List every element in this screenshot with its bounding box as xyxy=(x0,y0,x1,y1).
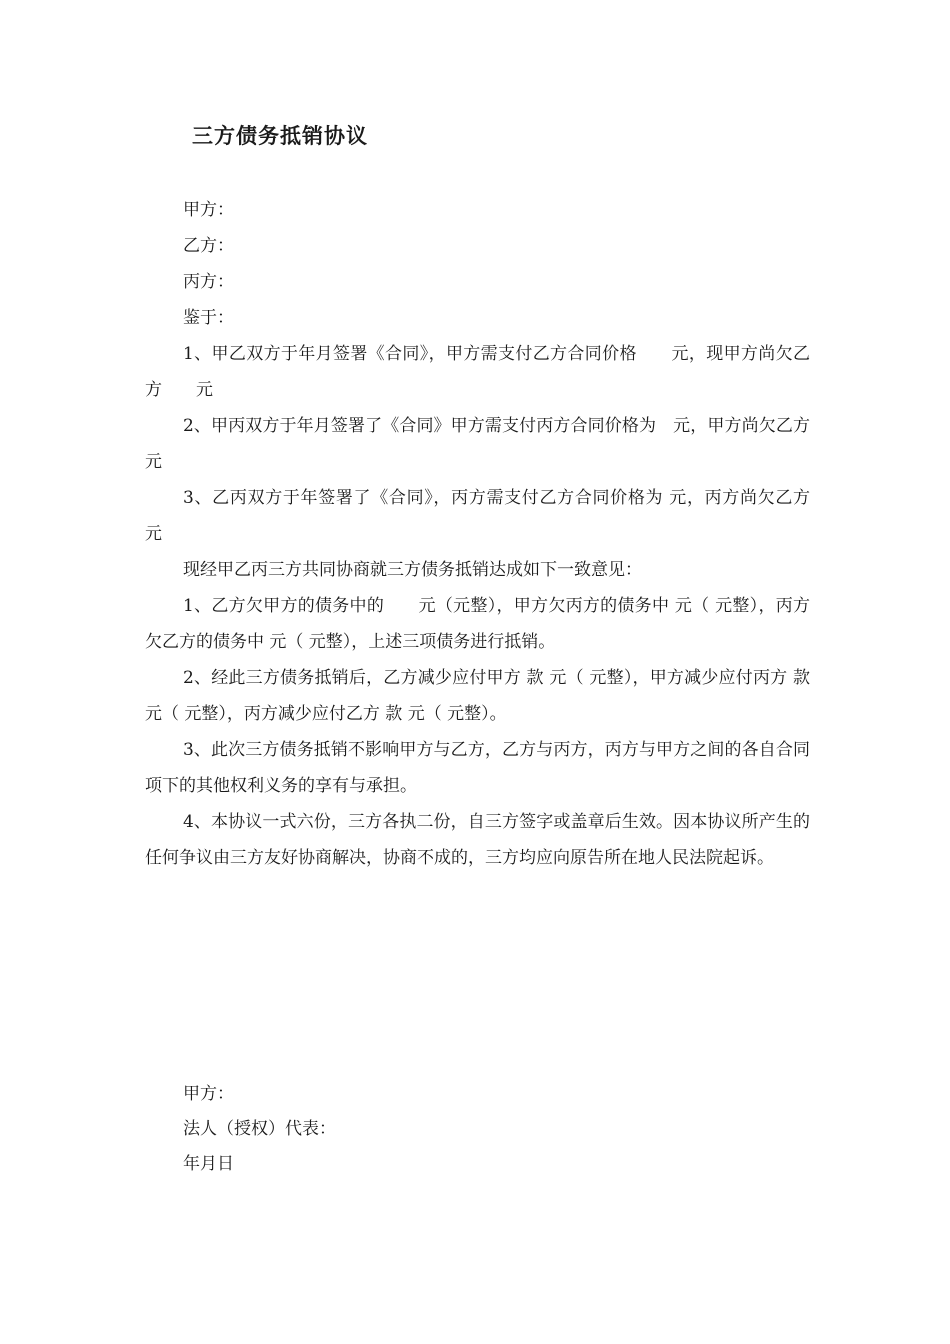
party-a-line: 甲方： xyxy=(183,200,234,220)
document-title: 三方债务抵销协议 xyxy=(192,124,368,148)
clause-3: 3、此次三方债务抵销不影响甲方与乙方，乙方与丙方，丙方与甲方之间的各自合同项下的其他权利义务的享有与承担。 xyxy=(145,740,810,796)
agreement-intro: 现经甲乙丙三方共同协商就三方债务抵销达成如下一致意见： xyxy=(183,560,642,580)
signature-party: 甲方： xyxy=(183,1084,234,1104)
party-c-line: 丙方： xyxy=(183,272,234,292)
document-body xyxy=(145,192,844,876)
recital-2: 2、甲丙双方于年月签署了《合同》甲方需支付丙方合同价格为 元，甲方尚欠乙方 元 xyxy=(145,416,844,472)
whereas-label: 鉴于： xyxy=(183,308,234,328)
signature-representative: 法人（授权）代表： xyxy=(183,1119,336,1139)
recital-1: 1、甲乙双方于年月签署《合同》，甲方需支付乙方合同价格 元，现甲方尚欠乙方 元 xyxy=(145,344,810,400)
recital-3: 3、乙丙双方于年签署了《合同》，丙方需支付乙方合同价格为 元，丙方尚欠乙方 元 xyxy=(145,488,844,544)
clause-1: 1、乙方欠甲方的债务中的 元（元整），甲方欠丙方的债务中 元（ 元整），丙方欠乙方的债务中 元（ 元整），上述三项债务进行抵销。 xyxy=(145,596,810,652)
clause-2: 2、经此三方债务抵销后，乙方减少应付甲方 款 元（ 元整），甲方减少应付丙方 款 元（ 元整），丙方减少应付乙方 款 元（ 元整）。 xyxy=(145,668,810,724)
signature-block xyxy=(183,1077,336,1182)
clause-4: 4、本协议一式六份，三方各执二份，自三方签字或盖章后生效。因本协议所产生的任何争议由三方友好协商解决，协商不成的，三方均应向原告所在地人民法院起诉。 xyxy=(145,812,810,868)
signature-date: 年月日 xyxy=(183,1154,234,1174)
party-b-line: 乙方： xyxy=(183,236,234,256)
